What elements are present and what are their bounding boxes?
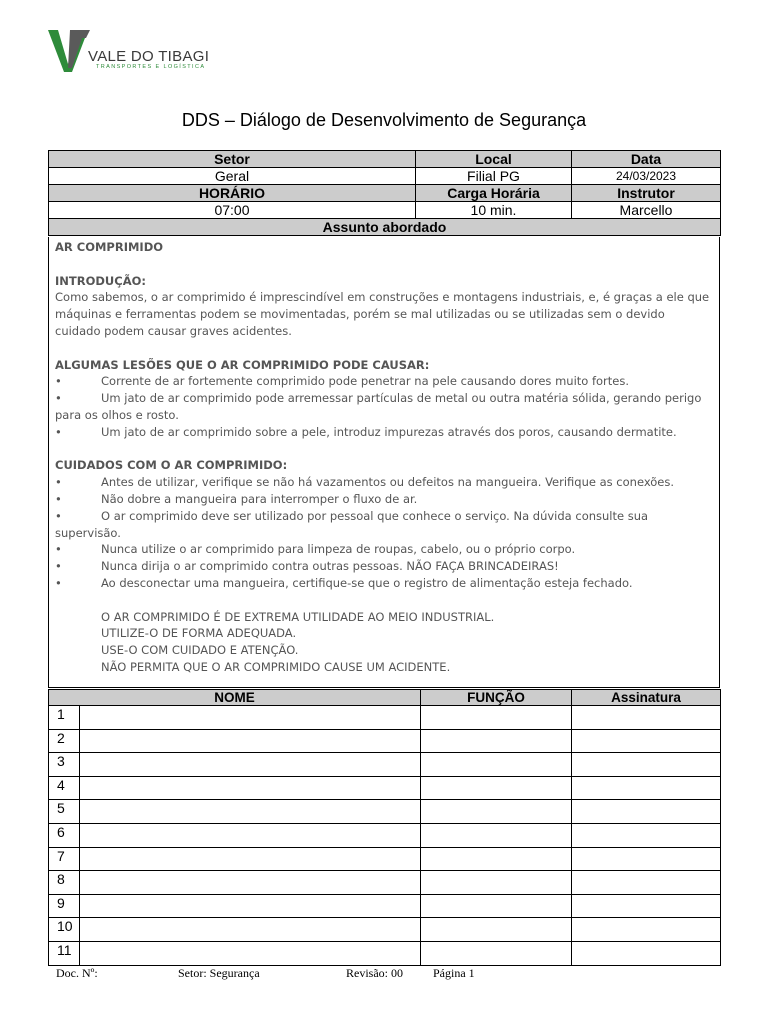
- intro-heading: INTRODUÇÃO:: [55, 273, 146, 288]
- final-text: O AR COMPRIMIDO É DE EXTREMA UTILIDADE AO MEIO INDUSTRIAL.: [101, 609, 495, 624]
- injuries-heading: ALGUMAS LESÕES QUE O AR COMPRIMIDO PODE CAUSAR:: [55, 357, 430, 372]
- content-box: [48, 237, 720, 688]
- nome-cell[interactable]: [80, 729, 421, 753]
- footer-pagina: Página 1: [433, 966, 475, 980]
- footer-revisao: Revisão: 00: [346, 966, 403, 980]
- care-item: [55, 558, 713, 575]
- footer-setor: Setor: Segurança: [178, 966, 260, 980]
- bullet-icon: •: [55, 475, 62, 490]
- final-text: USE-O COM CUIDADO E ATENÇÃO.: [101, 643, 299, 658]
- assinatura-cell[interactable]: [572, 847, 721, 871]
- final-text: NÃO PERMITA QUE O AR COMPRIMIDO CAUSE UM ACIDENTE.: [101, 659, 451, 674]
- care-text: O ar comprimido deve ser utilizado por pessoal que conhece o serviço. Na dúvida consulte sua supervisão.: [55, 508, 649, 540]
- row-number: 3: [49, 753, 80, 777]
- injury-text: Um jato de ar comprimido pode arremessar partículas de metal ou outra matéria sólida, gerando perigo para os olhos e rosto.: [55, 391, 702, 422]
- logo-tagline: TRANSPORTES E LOGÍSTICA: [96, 64, 206, 70]
- assinatura-cell[interactable]: [572, 706, 721, 730]
- injury-item: [55, 424, 713, 441]
- table-row: [49, 776, 721, 800]
- bullet-icon: •: [55, 542, 62, 557]
- table-row: [49, 847, 721, 871]
- funcao-cell[interactable]: [421, 706, 572, 730]
- funcao-cell[interactable]: [421, 753, 572, 777]
- horario-value: 07:00: [49, 202, 416, 219]
- care-text: Nunca dirija o ar comprimido contra outras pessoas. NÃO FAÇA BRINCADEIRAS!: [101, 559, 559, 574]
- instrutor-label: Instrutor: [572, 185, 721, 202]
- document-title: DDS – Diálogo de Desenvolvimento de Segurança: [181, 110, 587, 130]
- instrutor-value: Marcello: [572, 202, 721, 219]
- table-row: [49, 941, 721, 965]
- nome-cell[interactable]: [80, 753, 421, 777]
- nome-cell[interactable]: [80, 706, 421, 730]
- assinatura-cell[interactable]: [572, 941, 721, 965]
- row-number: 2: [49, 729, 80, 753]
- injuries-list: [55, 373, 713, 440]
- care-item: [55, 541, 713, 558]
- care-text: Ao desconectar uma mangueira, certifique-se que o registro de alimentação esteja fechado.: [101, 575, 633, 590]
- nome-cell[interactable]: [80, 918, 421, 942]
- funcao-cell[interactable]: [421, 776, 572, 800]
- assinatura-cell[interactable]: [572, 894, 721, 918]
- funcao-cell[interactable]: [421, 871, 572, 895]
- funcao-cell[interactable]: [421, 729, 572, 753]
- nome-cell[interactable]: [80, 941, 421, 965]
- table-row: [49, 706, 721, 730]
- data-value: 24/03/2023: [572, 168, 721, 185]
- injury-text: Um jato de ar comprimido sobre a pele, introduz impurezas através dos poros, causando dermatite.: [101, 424, 677, 439]
- funcao-cell[interactable]: [421, 941, 572, 965]
- carga-value: 10 min.: [416, 202, 572, 219]
- assinatura-label: Assinatura: [572, 690, 721, 706]
- care-item: [55, 575, 713, 592]
- funcao-cell[interactable]: [421, 800, 572, 824]
- funcao-cell[interactable]: [421, 918, 572, 942]
- horario-label: HORÁRIO: [49, 185, 416, 202]
- final-item: [55, 625, 713, 642]
- injury-text: Corrente de ar fortemente comprimido pode penetrar na pele causando dores muito fortes.: [101, 374, 630, 389]
- assinatura-cell[interactable]: [572, 800, 721, 824]
- table-row: [49, 871, 721, 895]
- funcao-cell[interactable]: [421, 894, 572, 918]
- nome-cell[interactable]: [80, 776, 421, 800]
- care-text: Não dobre a mangueira para interromper o fluxo de ar.: [101, 491, 418, 506]
- table-row: [49, 918, 721, 942]
- bullet-icon: •: [55, 559, 62, 574]
- row-number: 11: [49, 941, 80, 965]
- carga-label: Carga Horária: [416, 185, 572, 202]
- injury-item: [55, 373, 713, 390]
- nome-cell[interactable]: [80, 800, 421, 824]
- signature-table: [48, 689, 721, 966]
- row-number: 5: [49, 800, 80, 824]
- assinatura-cell[interactable]: [572, 729, 721, 753]
- setor-label: Setor: [49, 151, 416, 168]
- funcao-cell[interactable]: [421, 847, 572, 871]
- logo-name: VALE DO TIBAGI: [88, 48, 210, 65]
- bullet-icon: •: [55, 391, 62, 406]
- table-row: [49, 753, 721, 777]
- table-row: [49, 823, 721, 847]
- data-label: Data: [572, 151, 721, 168]
- table-row: [49, 729, 721, 753]
- funcao-cell[interactable]: [421, 823, 572, 847]
- topic-title: AR COMPRIMIDO: [55, 240, 164, 254]
- nome-cell[interactable]: [80, 847, 421, 871]
- assinatura-cell[interactable]: [572, 753, 721, 777]
- assinatura-cell[interactable]: [572, 918, 721, 942]
- care-text: Antes de utilizar, verifique se não há vazamentos ou defeitos na mangueira. Verifique as conexões.: [101, 475, 675, 490]
- table-row: [49, 800, 721, 824]
- final-list: [55, 609, 713, 676]
- row-number: 9: [49, 894, 80, 918]
- local-value: Filial PG: [416, 168, 572, 185]
- nome-cell[interactable]: [80, 894, 421, 918]
- injury-item: [55, 390, 713, 424]
- intro-text: Como sabemos, o ar comprimido é imprescindível em construções e montagens industriais, e, é graças a ele que máquinas e ferramentas podem se movimentadas, porém se mal utilizadas ou se utilizadas sem o devido cuidado podem causar graves acidentes.: [55, 290, 710, 338]
- funcao-label: FUNÇÃO: [421, 690, 572, 706]
- table-row: [49, 894, 721, 918]
- bullet-icon: •: [55, 374, 62, 389]
- care-item: [55, 474, 713, 491]
- care-text: Nunca utilize o ar comprimido para limpeza de roupas, cabelo, ou o próprio corpo.: [101, 542, 576, 557]
- final-item: [55, 609, 713, 626]
- setor-value: Geral: [49, 168, 416, 185]
- footer-doc: Doc. Nº:: [56, 966, 98, 980]
- care-item: [55, 508, 713, 542]
- nome-cell[interactable]: [80, 823, 421, 847]
- final-item: [55, 659, 713, 676]
- care-heading: CUIDADOS COM O AR COMPRIMIDO:: [55, 458, 288, 473]
- assinatura-cell[interactable]: [572, 776, 721, 800]
- bullet-icon: •: [55, 424, 62, 439]
- row-number: 8: [49, 871, 80, 895]
- care-item: [55, 491, 713, 508]
- final-text: UTILIZE-O DE FORMA ADEQUADA.: [101, 626, 297, 641]
- row-number: 4: [49, 776, 80, 800]
- bullet-icon: •: [55, 508, 62, 523]
- row-number: 10: [49, 918, 80, 942]
- bullet-icon: •: [55, 491, 62, 506]
- row-number: 6: [49, 823, 80, 847]
- nome-cell[interactable]: [80, 871, 421, 895]
- care-list: [55, 474, 713, 592]
- row-number: 1: [49, 706, 80, 730]
- assinatura-cell[interactable]: [572, 823, 721, 847]
- final-item: [55, 642, 713, 659]
- local-label: Local: [416, 151, 572, 168]
- row-number: 7: [49, 847, 80, 871]
- header-info-table: [48, 150, 721, 236]
- bullet-icon: •: [55, 575, 62, 590]
- assunto-label: Assunto abordado: [49, 219, 721, 236]
- nome-label: NOME: [49, 690, 421, 706]
- assinatura-cell[interactable]: [572, 871, 721, 895]
